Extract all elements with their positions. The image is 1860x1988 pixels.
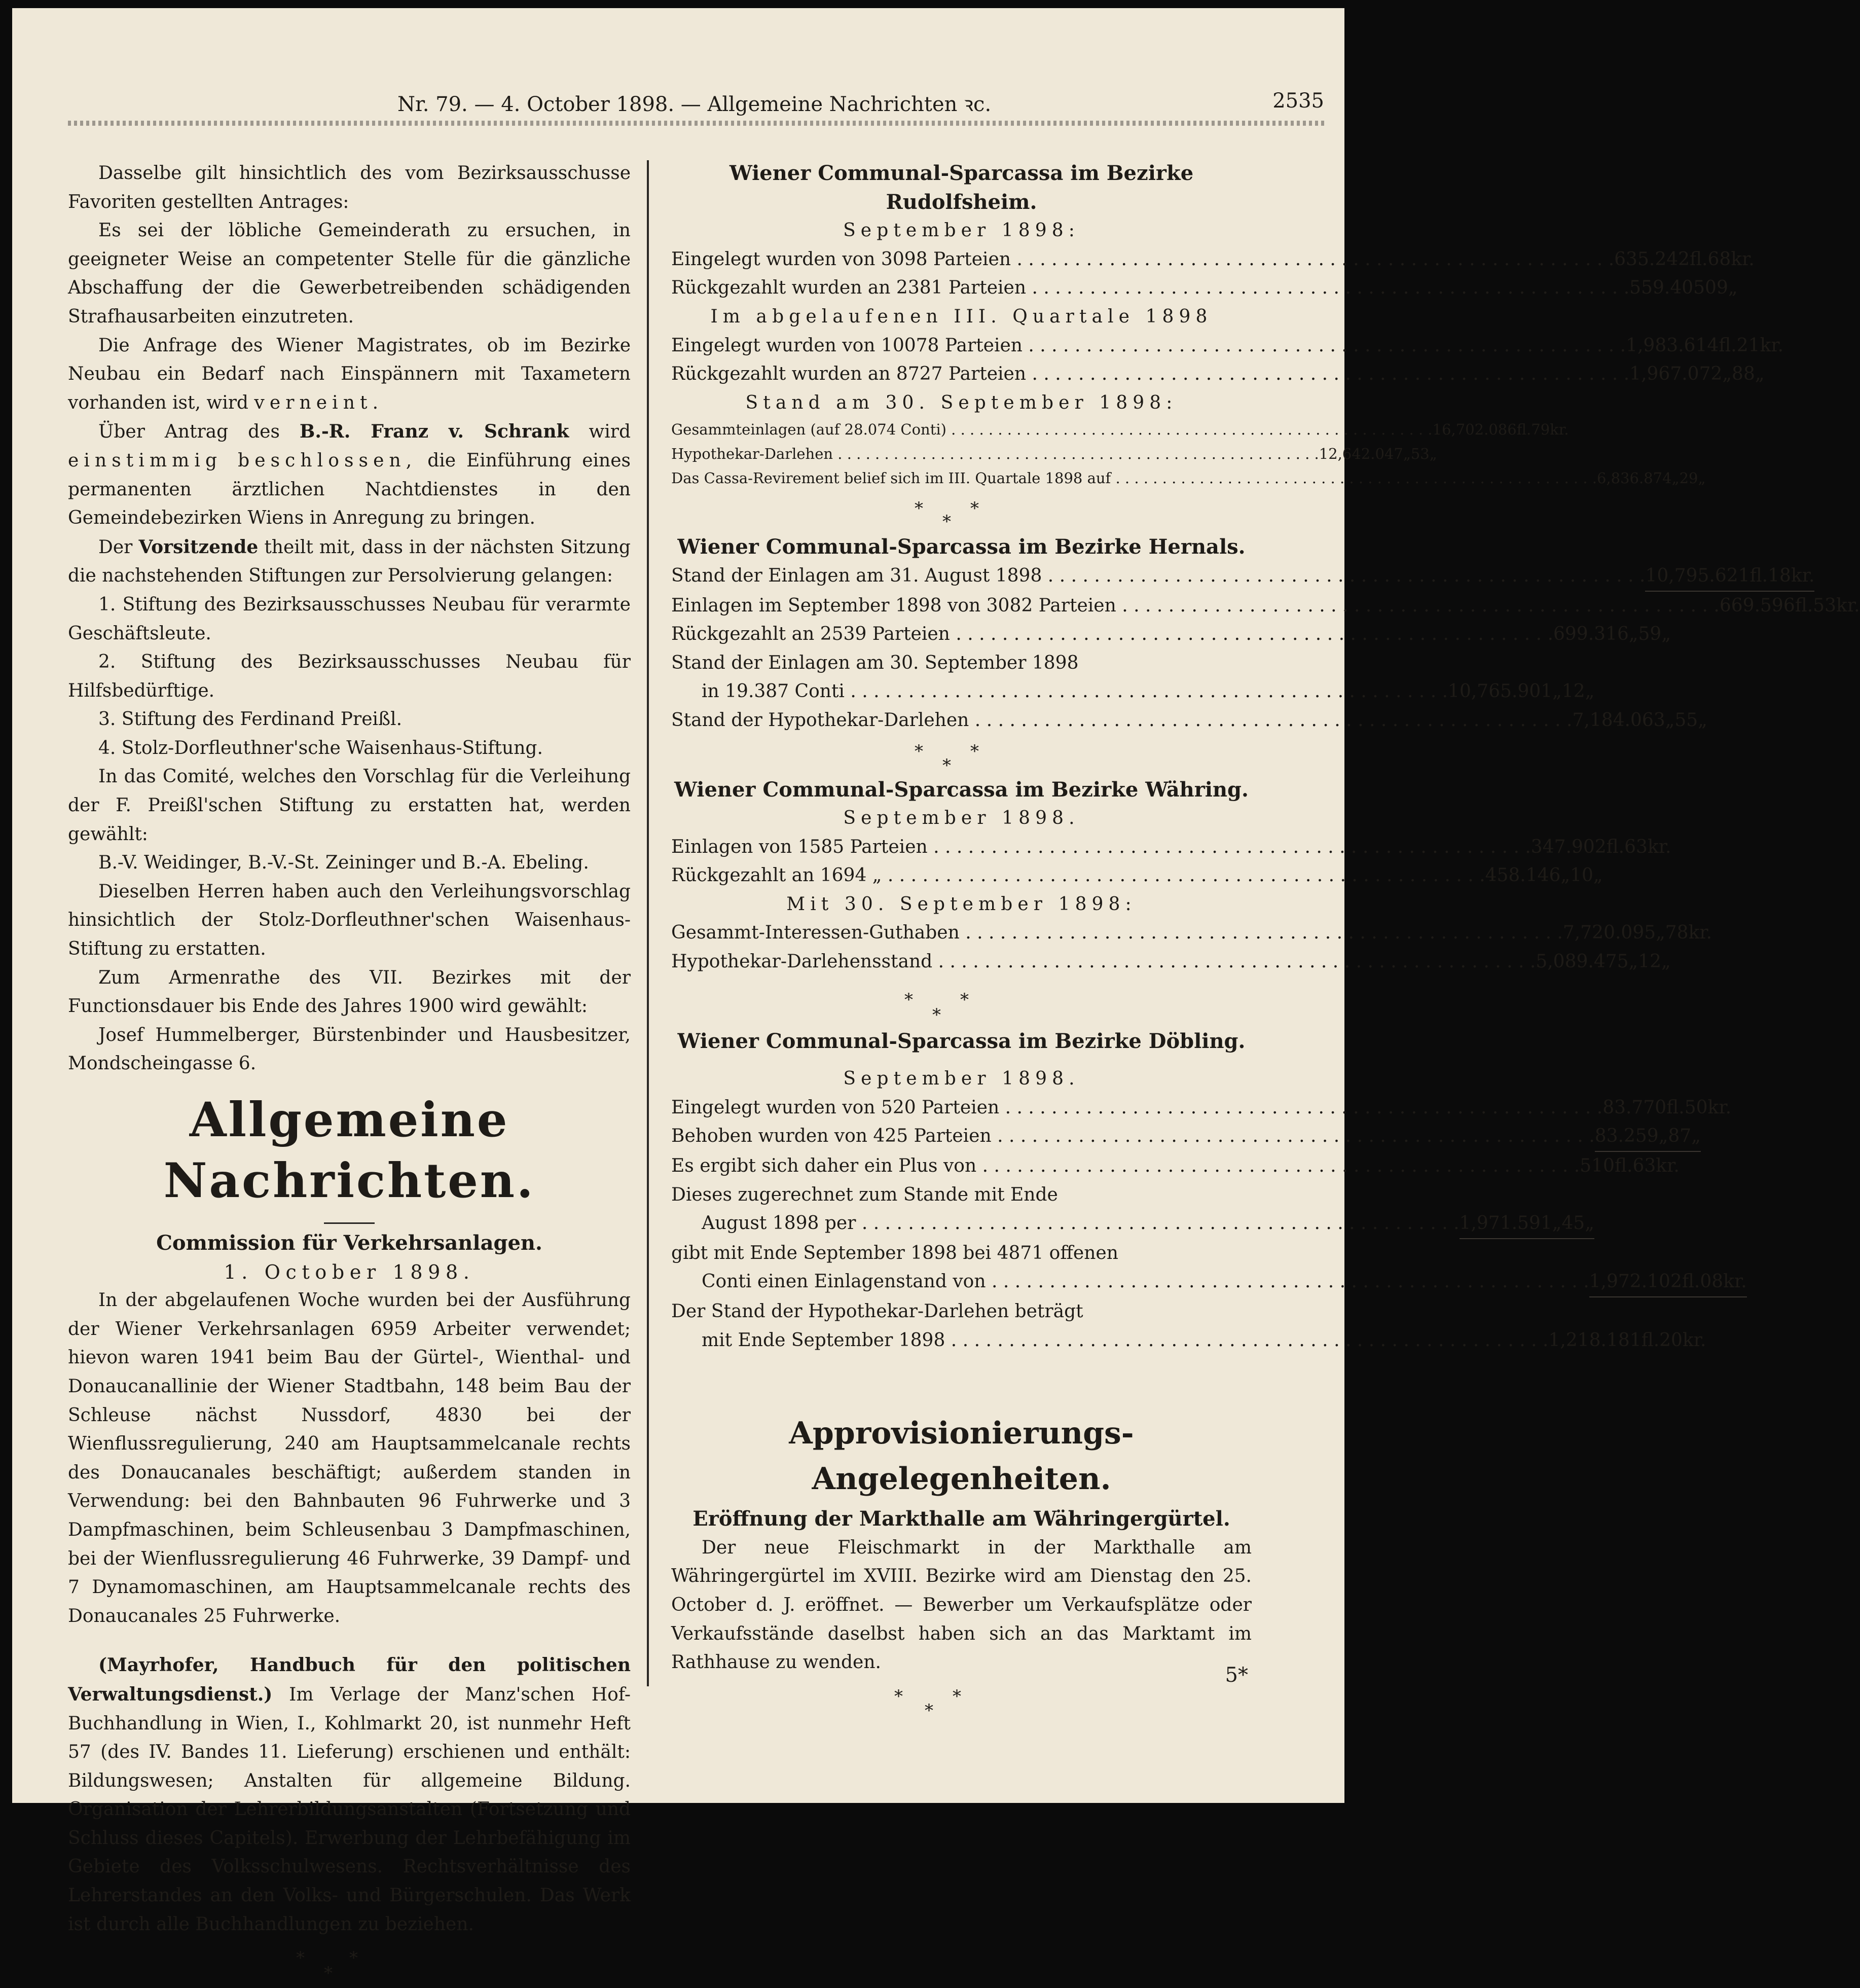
- list-item: 4. Stolz-Dorfleuthner'sche Waisenhaus-Stiftung.: [98, 737, 543, 758]
- paragraph: Josef Hummelberger, Bürstenbinder und Hausbesitzer, Mondscheingasse 6.: [68, 1024, 631, 1074]
- paragraph: Dieselben Herren haben auch den Verleihungsvorschlag hinsichtlich der Stolz-Dorfleuthner'schen Waisenhaus-Stiftung zu erstatten.: [68, 881, 631, 960]
- ledger-row: Es ergibt sich daher ein Plus von . . . 510 fl. 63 kr.: [671, 1152, 1252, 1181]
- separator-stars: * * *: [915, 498, 979, 532]
- divider: [324, 1222, 375, 1224]
- month-heading: September 1898.: [843, 808, 1080, 829]
- right-column: [671, 159, 1860, 1721]
- ledger-row: Rückgezahlt an 2539 Parteien . . . 699.316 „ 59 „: [671, 620, 1252, 649]
- paragraph: Zum Armenrathe des VII. Bezirkes mit der Functionsdauer bis Ende des Jahres 1900 wird gewählt:: [68, 967, 631, 1017]
- stand-heading: Stand am 30. September 1898:: [745, 392, 1178, 413]
- paragraph: In der abgelaufenen Woche wurden bei der Ausführung der Wiener Verkehrsanlagen 6959 Arbeiter verwendet; hievon waren 1941 beim Bau der Gürtel-, Wienthal- und Donaucanallinie der Wiener Stadtbahn, 148 beim Bau der Schleuse nächst Nussdorf, 4830 bei der Wienflussregulierung, 240 am Hauptsammelcanale rechts des Donaucanales beschäftigt; außerdem standen in Verwendung: bei den Bahnbauten 96 Fuhrwerke und 3 Dampfmaschinen, beim Schleusenbau 3 Dampfmaschinen, bei der Wienflussregulierung 46 Fuhrwerke, 39 Dampf- und 7 Dynamomaschinen, am Hauptsammelcanale rechts des Donaucanales 25 Fuhrwerke.: [68, 1290, 631, 1626]
- issue-line: Nr. 79. — 4. October 1898. — Allgemeine Nachrichten ꝛc.: [397, 93, 992, 116]
- section-title: Approvisionierungs-Angelegenheiten.: [789, 1416, 1134, 1497]
- ledger-row: Einlagen von 1585 Parteien . . . 347.902 fl. 63 kr.: [671, 833, 1252, 862]
- ledger-row: August 1898 per . . . 1,971.591 „ 45 „: [671, 1209, 1252, 1239]
- paragraph: In das Comité, welches den Vorschlag für die Verleihung der F. Preißl'schen Stiftung zu erstatten hat, werden gewählt:: [68, 766, 631, 845]
- section-title: Allgemeine Nachrichten.: [163, 1092, 535, 1209]
- list-item: 1. Stiftung des Bezirksausschusses Neubau für verarmte Geschäftsleute.: [68, 594, 631, 644]
- quarter-heading: Im abgelaufenen III. Quartale 1898: [710, 306, 1213, 327]
- ledger-row: Eingelegt wurden von 3098 Parteien . . . 635.242 fl. 68 kr.: [671, 245, 1252, 274]
- dateline: 1. October 1898.: [224, 1260, 475, 1283]
- separator-stars: * * *: [915, 741, 979, 776]
- ledger-row: Conti einen Einlagenstand von . . . 1,972.102 fl. 08 kr.: [671, 1268, 1252, 1297]
- column-rule: [647, 160, 649, 1686]
- ledger-text: gibt mit Ende September 1898 bei 4871 offenen: [671, 1242, 1118, 1263]
- list-item: 2. Stiftung des Bezirksausschusses Neubau für Hilfsbedürftige.: [68, 652, 631, 701]
- paragraph: Der Vorsitzende theilt mit, dass in der nächsten Sitzung die nachstehenden Stiftungen zur Persolvierung gelangen:: [68, 536, 631, 587]
- ledger-row: Stand der Hypothekar-Darlehen . . . 7,184.063 „ 55 „: [671, 706, 1252, 735]
- ledger-row: Eingelegt wurden von 10078 Parteien . . . 1,983.614 fl. 21 kr.: [671, 332, 1252, 360]
- header-rule: [68, 121, 1324, 126]
- page-number: 2535: [1272, 89, 1324, 113]
- separator-stars: * * *: [894, 1686, 961, 1721]
- signature-mark: 5*: [1225, 1664, 1248, 1687]
- ledger-row: Eingelegt wurden von 520 Parteien . . . 83.770 fl. 50 kr.: [671, 1094, 1252, 1123]
- month-heading: September 1898:: [843, 220, 1080, 241]
- paragraph: Dasselbe gilt hinsichtlich des vom Bezirksausschusse Favoriten gestellten Antrages:: [68, 163, 631, 212]
- ledger-row: Hypothekar-Darlehensstand . . . 5,089.475 „ 12 „: [671, 948, 1252, 977]
- month-heading: September 1898.: [843, 1068, 1080, 1090]
- ledger-text: Dieses zugerechnet zum Stande mit Ende: [671, 1184, 1058, 1205]
- ledger-row: Hypothekar-Darlehen . . . 12,642.047 „ 53 „: [671, 442, 1252, 466]
- left-column: [68, 159, 631, 1984]
- stand-heading: Mit 30. September 1898:: [786, 893, 1137, 915]
- paragraph: Es sei der löbliche Gemeinderath zu ersuchen, in geeigneter Weise an competenter Stelle für die gänzliche Abschaffung der die Gewerbetreibenden schädigenden Strafhausarbeiten einzutreten.: [68, 220, 631, 327]
- ledger-text: Der Stand der Hypothekar-Darlehen beträgt: [671, 1301, 1083, 1322]
- paragraph: Der neue Fleischmarkt in der Markthalle am Währingergürtel im XVIII. Bezirke wird am Dienstag den 25. October d. J. eröffnet. — Bewerber um Verkaufsplätze oder Verkaufsstände daselbst haben sich an das Marktamt im Rathhause zu wenden.: [671, 1537, 1252, 1673]
- ledger-row: Gesammt-Interessen-Guthaben . . . 7,720.095 „ 78 kr.: [671, 919, 1252, 948]
- ledger-row: Behoben wurden von 425 Parteien . . . 83.259 „ 87 „: [671, 1122, 1252, 1152]
- paragraph: Über Antrag des B.-R. Franz v. Schrank wird einstimmig beschlossen, die Einführung eines permanenten ärztlichen Nachtdienstes in den Gemeindebezirken Wiens in Anregung zu bringen.: [68, 421, 631, 529]
- page-header: [43, 89, 1324, 120]
- ledger-row: Einlagen im September 1898 von 3082 Parteien . . . 669.596 fl. 53 kr.: [671, 592, 1252, 621]
- paragraph: Die Anfrage des Wiener Magistrates, ob im Bezirke Neubau ein Bedarf nach Einspännern mit Taxametern vorhanden ist, wird verneint.: [68, 335, 631, 413]
- bank-title: Wiener Communal-Sparcassa im Bezirke Döbling.: [677, 1029, 1246, 1053]
- subsection-title: Commission für Verkehrsanlagen.: [156, 1231, 542, 1255]
- ledger-row: Rückgezahlt wurden an 2381 Parteien . . . 559.405 09 „: [671, 274, 1252, 303]
- list-item: 3. Stiftung des Ferdinand Preißl.: [98, 709, 403, 730]
- paragraph: (Mayrhofer, Handbuch für den politischen Verwaltungsdienst.) Im Verlage der Manz'schen Hof-Buchhandlung in Wien, I., Kohlmarkt 20, ist nunmehr Heft 57 (des IV. Bandes 11. Lieferung) erschienen und enthält: Bildungswesen; Anstalten für allgemeine Bildung. Organisation der Lehrerbildungsanstalten (Fortsetzung und Schluss dieses Capitels). Erwerbung der Lehrbefähigung im Gebiete des Volksschulwesens. Rechtsverhältnisse des Lehrerstandes an den Volks- und Bürgerschulen. Das Werk ist durch alle Buchhandlungen zu beziehen.: [68, 1654, 631, 1935]
- newspaper-page: [12, 8, 1860, 1984]
- separator-stars: * * *: [904, 989, 969, 1025]
- bank-title: Wiener Communal-Sparcassa im Bezirke Rudolfsheim.: [729, 161, 1194, 214]
- bank-title: Wiener Communal-Sparcassa im Bezirke Währing.: [674, 777, 1249, 802]
- ledger-row: mit Ende September 1898 . . . 1,218.181 fl. 20 kr.: [671, 1326, 1252, 1355]
- ledger-row: Gesammteinlagen (auf 28.074 Conti) . . . 16,702.086 fl. 79 kr.: [671, 417, 1252, 442]
- separator-stars: * * *: [296, 1948, 358, 1984]
- ledger-row: Das Cassa-Revirement belief sich im III. Quartale 1898 auf . . . 6,836.874 „ 29 „: [671, 466, 1252, 490]
- subsection-title: Eröffnung der Markthalle am Währingergürtel.: [692, 1507, 1230, 1531]
- bank-title: Wiener Communal-Sparcassa im Bezirke Hernals.: [677, 535, 1246, 559]
- ledger-row: Stand der Einlagen am 31. August 1898 . . . 10,795.621 fl. 18 kr.: [671, 562, 1252, 592]
- ledger-row: in 19.387 Conti . . . 10,765.901 „ 12 „: [671, 677, 1252, 706]
- ledger-row: Rückgezahlt an 1694 „ . . . 458.146 „ 10 „: [671, 861, 1252, 890]
- paragraph: B.-V. Weidinger, B.-V.-St. Zeininger und B.-A. Ebeling.: [98, 852, 589, 874]
- ledger-row: Rückgezahlt wurden an 8727 Parteien . . . 1,967.072 „ 88 „: [671, 360, 1252, 389]
- ledger-text: Stand der Einlagen am 30. September 1898: [671, 652, 1079, 673]
